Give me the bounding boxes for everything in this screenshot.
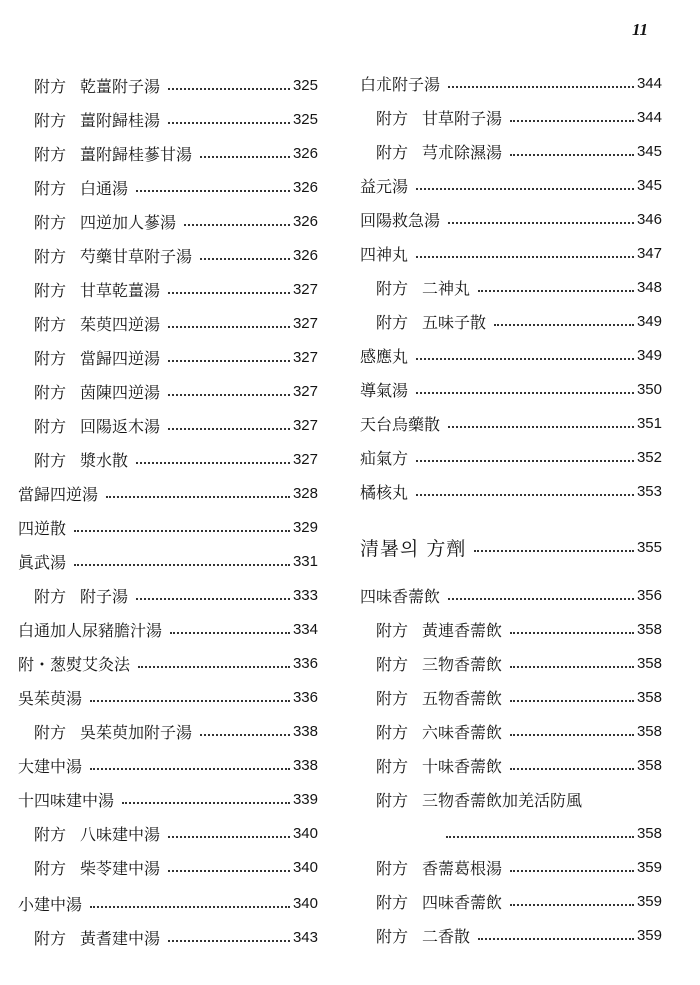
dot-leader [168,122,290,124]
entry-prefix: 附方 [34,280,67,300]
toc-entry [18,514,318,540]
entry-page-number: 358 [636,620,662,638]
entry-prefix: 附方 [376,688,409,708]
entry-page-number: 327 [292,416,318,434]
toc-entry [18,718,318,744]
entry-title: 四逆加人蔘湯 [80,212,177,232]
entry-title: 白通湯 [80,178,129,198]
entry-title: 四逆散 [18,518,67,538]
dot-leader [138,666,290,668]
entry-prefix: 附方 [34,586,67,606]
entry-page-number: 351 [636,414,662,432]
entry-page-number: 358 [636,824,662,842]
dot-leader [168,88,290,90]
toc-entry [18,446,318,472]
entry-title: 吳茱萸加附子湯 [80,722,193,742]
entry-page-number: 325 [292,110,318,128]
toc-entry [18,378,318,404]
entry-title: 柴苓建中湯 [80,858,161,878]
entry-page-number: 350 [636,380,662,398]
dot-leader [168,292,290,294]
entry-prefix: 附方 [34,110,67,130]
toc-entry [360,650,662,676]
entry-title: 芎朮除濕湯 [422,142,503,162]
entry-title: 茱萸四逆湯 [80,314,161,334]
entry-title: 六味香薷飲 [422,722,503,742]
dot-leader [510,768,634,770]
dot-leader [494,324,634,326]
dot-leader [90,768,290,770]
entry-title: 五物香薷飲 [422,688,503,708]
entry-prefix: 附方 [376,108,409,128]
toc-entry [360,444,662,470]
entry-page-number: 352 [636,448,662,466]
entry-title: 薑附歸桂蔘甘湯 [80,144,193,164]
toc-entry [18,582,318,608]
entry-page-number: 328 [292,484,318,502]
dot-leader [168,870,290,872]
dot-leader [170,632,290,634]
entry-prefix: 附方 [376,892,409,912]
entry-title: 乾薑附子湯 [80,76,161,96]
entry-title: 疝氣方 [360,448,409,468]
entry-page-number: 338 [292,756,318,774]
entry-page-number: 329 [292,518,318,536]
entry-title: 白朮附子湯 [360,74,441,94]
toc-entry [18,106,318,132]
entry-prefix: 附方 [376,722,409,742]
toc-entry [360,70,662,96]
entry-page-number: 358 [636,688,662,706]
dot-leader [168,360,290,362]
entry-page-number: 358 [636,722,662,740]
entry-page-number: 325 [292,76,318,94]
toc-entry [360,274,662,300]
toc-entry [360,888,662,914]
toc-entry [360,342,662,368]
entry-title: 芍藥甘草附子湯 [80,246,193,266]
entry-page-number: 359 [636,926,662,944]
entry-page-number: 339 [292,790,318,808]
dot-leader [74,564,290,566]
toc-entry [18,854,318,880]
toc-entry [360,718,662,744]
entry-page-number: 358 [636,756,662,774]
dot-leader [510,632,634,634]
entry-title: 十味香薷飲 [422,756,503,776]
toc-entry [18,208,318,234]
entry-page-number: 355 [636,538,662,556]
entry-title: 眞武湯 [18,552,67,572]
entry-prefix: 附方 [34,382,67,402]
entry-page-number: 358 [636,654,662,672]
toc-entry [18,786,318,812]
entry-prefix: 附方 [34,76,67,96]
entry-title: 四味香薷飲 [360,586,441,606]
entry-prefix: 附方 [376,312,409,332]
toc-entry [360,684,662,710]
dot-leader [168,428,290,430]
entry-prefix: 附方 [34,928,67,948]
dot-leader [90,700,290,702]
entry-prefix: 附方 [376,278,409,298]
dot-leader [446,836,634,838]
entry-page-number: 327 [292,450,318,468]
dot-leader [416,358,634,360]
toc-entry [360,616,662,642]
dot-leader [416,460,634,462]
toc-entry [360,206,662,232]
toc-entry [360,308,662,334]
toc-entry [360,820,662,846]
entry-page-number: 336 [292,688,318,706]
entry-title: 附子湯 [80,586,129,606]
entry-page-number: 326 [292,246,318,264]
entry-page-number: 345 [636,176,662,194]
dot-leader [74,530,290,532]
entry-page-number: 340 [292,894,318,912]
entry-title: 白通加人尿豬膽汁湯 [18,620,163,640]
toc-entry [360,376,662,402]
entry-title: 回陽返木湯 [80,416,161,436]
dot-leader [122,802,290,804]
entry-page-number: 331 [292,552,318,570]
entry-prefix: 附方 [376,142,409,162]
entry-title: 五味子散 [422,312,487,332]
toc-entry [18,650,318,676]
section-heading [360,534,662,560]
toc-entry [18,480,318,506]
entry-page-number: 345 [636,142,662,160]
entry-prefix: 附方 [34,722,67,742]
entry-prefix: 附方 [376,926,409,946]
toc-entry [360,854,662,880]
entry-prefix: 附方 [376,620,409,640]
entry-title: 清暑의 方劑 [360,537,467,560]
toc-entry [360,786,662,812]
entry-page-number: 326 [292,212,318,230]
toc-entry [18,242,318,268]
entry-title: 當歸四逆湯 [18,484,99,504]
toc-entry [18,820,318,846]
dot-leader [448,222,634,224]
dot-leader [510,120,634,122]
dot-leader [448,598,634,600]
entry-title: 感應丸 [360,346,409,366]
dot-leader [168,836,290,838]
toc-entry [18,412,318,438]
entry-page-number: 359 [636,858,662,876]
dot-leader [448,86,634,88]
dot-leader [90,906,290,908]
entry-title: 三物香薷飲加羌活防風 [422,790,583,810]
toc-entry [360,752,662,778]
entry-page-number: 346 [636,210,662,228]
toc-entry [18,140,318,166]
dot-leader [510,734,634,736]
entry-title: 四味香薷飲 [422,892,503,912]
toc-entry [360,478,662,504]
entry-page-number: 333 [292,586,318,604]
toc-entry [18,548,318,574]
entry-page-number: 327 [292,280,318,298]
entry-prefix: 附方 [34,212,67,232]
entry-prefix: 附方 [34,144,67,164]
entry-page-number: 343 [292,928,318,946]
entry-title: 甘草附子湯 [422,108,503,128]
dot-leader [478,290,634,292]
entry-prefix: 附方 [34,450,67,470]
entry-page-number: 353 [636,482,662,500]
entry-title: 小建中湯 [18,894,83,914]
entry-page-number: 327 [292,382,318,400]
dot-leader [510,154,634,156]
entry-title: 香薷葛根湯 [422,858,503,878]
dot-leader [510,666,634,668]
dot-leader [416,256,634,258]
entry-title: 吳茱萸湯 [18,688,83,708]
entry-title: 十四味建中湯 [18,790,115,810]
dot-leader [474,550,634,552]
dot-leader [200,156,290,158]
entry-prefix: 附方 [34,246,67,266]
dot-leader [200,734,290,736]
dot-leader [184,224,290,226]
toc-entry [360,922,662,948]
dot-leader [510,700,634,702]
entry-page-number: 349 [636,346,662,364]
entry-prefix: 附方 [34,178,67,198]
entry-prefix: 附方 [34,858,67,878]
toc-entry [18,684,318,710]
entry-prefix: 附方 [34,314,67,334]
dot-leader [168,940,290,942]
entry-prefix: 附方 [34,416,67,436]
dot-leader [136,190,290,192]
dot-leader [416,392,634,394]
toc-entry [18,924,318,950]
entry-title: 四神丸 [360,244,409,264]
dot-leader [448,426,634,428]
toc-entry [360,582,662,608]
entry-title: 二神丸 [422,278,471,298]
entry-page-number: 327 [292,314,318,332]
entry-title: 薑附歸桂湯 [80,110,161,130]
entry-page-number: 359 [636,892,662,910]
entry-prefix: 附方 [376,790,409,810]
entry-title: 茵陳四逆湯 [80,382,161,402]
entry-page-number: 356 [636,586,662,604]
dot-leader [416,494,634,496]
entry-prefix: 附方 [376,858,409,878]
dot-leader [478,938,634,940]
dot-leader [510,904,634,906]
toc-entry [18,752,318,778]
entry-page-number: 336 [292,654,318,672]
entry-title: 黃耆建中湯 [80,928,161,948]
dot-leader [136,462,290,464]
entry-title: 當歸四逆湯 [80,348,161,368]
dot-leader [106,496,290,498]
entry-prefix: 附方 [34,348,67,368]
entry-title: 天台烏藥散 [360,414,441,434]
entry-page-number: 344 [636,74,662,92]
entry-prefix: 附方 [34,824,67,844]
dot-leader [136,598,290,600]
entry-page-number: 340 [292,858,318,876]
entry-page-number: 326 [292,178,318,196]
entry-page-number: 340 [292,824,318,842]
entry-title: 導氣湯 [360,380,409,400]
dot-leader [200,258,290,260]
entry-title: 橘核丸 [360,482,409,502]
entry-page-number: 349 [636,312,662,330]
entry-page-number: 347 [636,244,662,262]
entry-title: 漿水散 [80,450,129,470]
entry-page-number: 344 [636,108,662,126]
dot-leader [168,326,290,328]
toc-entry [18,616,318,642]
toc-entry [18,310,318,336]
entry-title: 大建中湯 [18,756,83,776]
entry-prefix: 附方 [376,654,409,674]
toc-entry [18,174,318,200]
entry-title: 益元湯 [360,176,409,196]
entry-title: 黃連香薷飲 [422,620,503,640]
entry-title: 甘草乾薑湯 [80,280,161,300]
toc-entry [18,344,318,370]
toc-entry [360,240,662,266]
entry-title: 回陽救急湯 [360,210,441,230]
entry-page-number: 327 [292,348,318,366]
toc-entry [360,138,662,164]
toc-entry [18,890,318,916]
toc-entry [18,276,318,302]
entry-page-number: 326 [292,144,318,162]
entry-title: 三物香薷飲 [422,654,503,674]
toc-entry [360,410,662,436]
entry-prefix: 附方 [376,756,409,776]
entry-page-number: 338 [292,722,318,740]
toc-entry [18,72,318,98]
entry-title: 附・葱熨艾灸法 [18,654,131,674]
dot-leader [168,394,290,396]
dot-leader [510,870,634,872]
entry-title: 八味建中湯 [80,824,161,844]
page-number: 11 [631,20,648,39]
entry-page-number: 334 [292,620,318,638]
toc-entry [360,172,662,198]
entry-title: 二香散 [422,926,471,946]
dot-leader [416,188,634,190]
toc-entry [360,104,662,130]
entry-page-number: 348 [636,278,662,296]
